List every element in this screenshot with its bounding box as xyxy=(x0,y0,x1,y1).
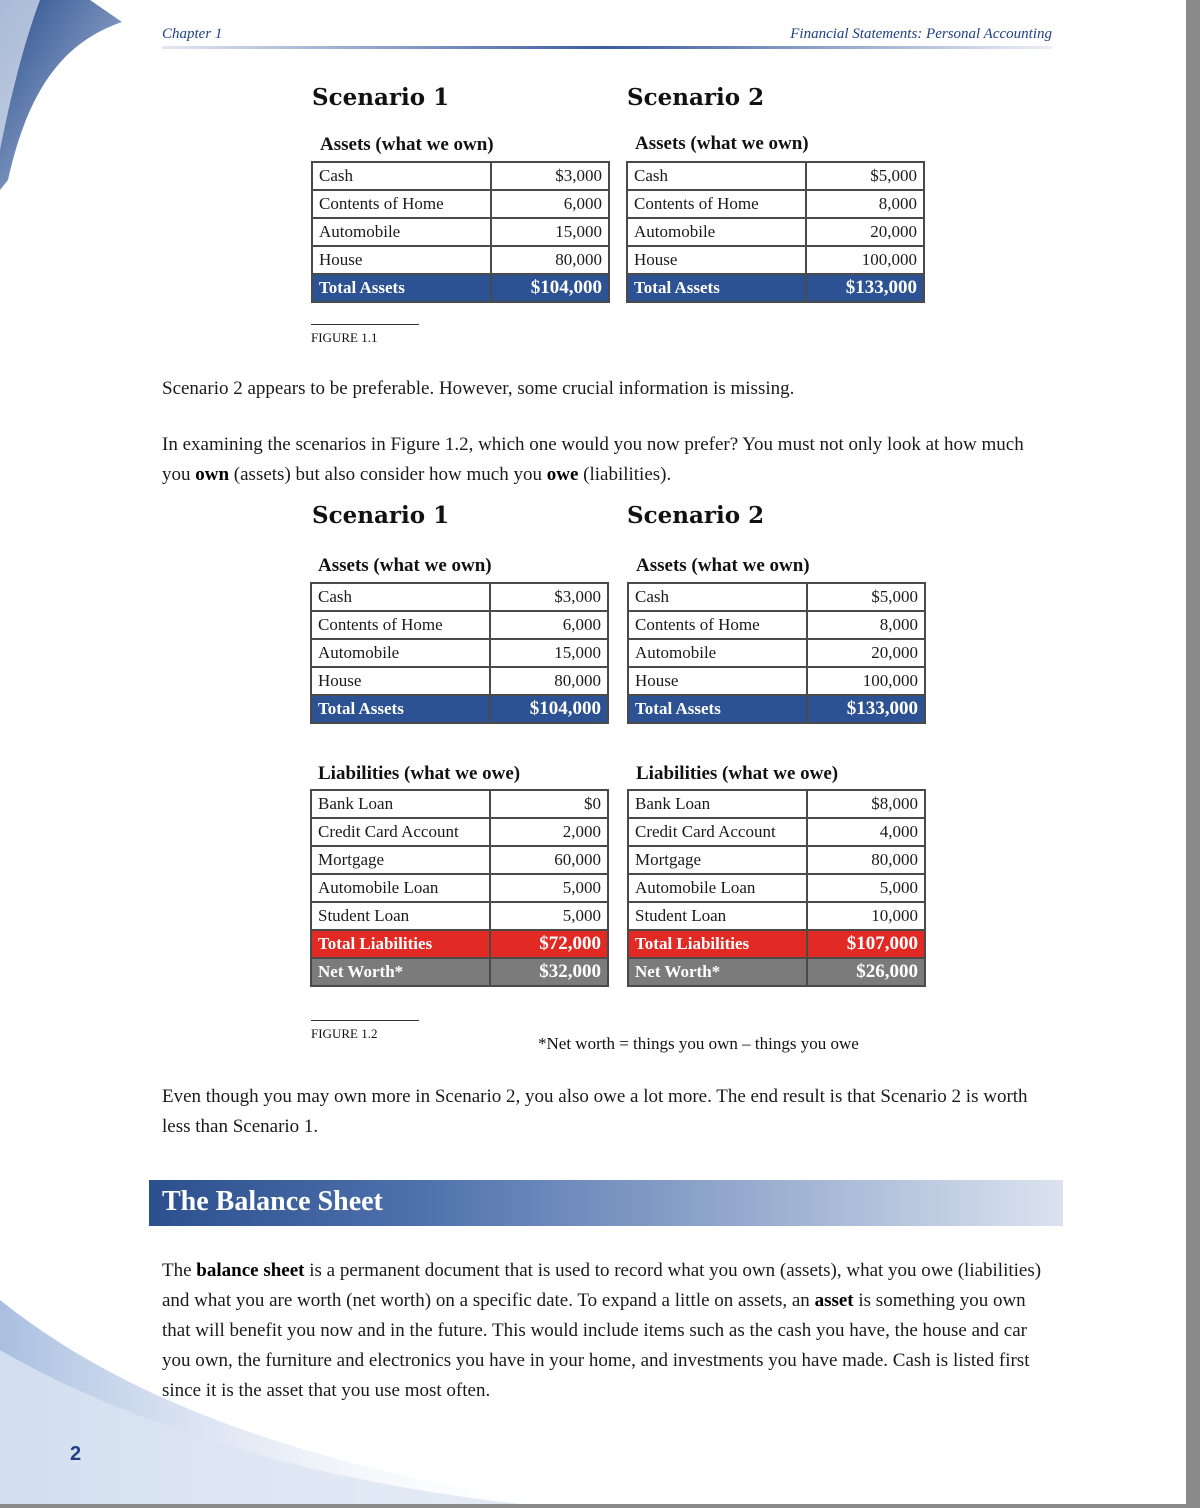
asset-label: Cash xyxy=(311,583,490,611)
net-worth-row xyxy=(628,958,925,986)
term-owe: owe xyxy=(546,464,579,485)
total-assets-value: $104,000 xyxy=(490,695,608,723)
term-own: own xyxy=(195,464,230,485)
liability-label: Credit Card Account xyxy=(628,818,807,846)
table-row xyxy=(627,162,924,190)
asset-value: 20,000 xyxy=(807,639,925,667)
asset-label: House xyxy=(627,246,806,274)
asset-value: 20,000 xyxy=(806,218,924,246)
figure2-scenario2-assets-table xyxy=(627,582,926,724)
liability-label: Automobile Loan xyxy=(628,874,807,902)
table-row xyxy=(311,818,608,846)
asset-label: Automobile xyxy=(628,639,807,667)
asset-label: Contents of Home xyxy=(628,611,807,639)
table-row xyxy=(312,246,609,274)
table-row xyxy=(311,583,608,611)
asset-value: 100,000 xyxy=(807,667,925,695)
asset-label: Cash xyxy=(627,162,806,190)
liability-label: Bank Loan xyxy=(628,790,807,818)
table-row xyxy=(627,190,924,218)
figure1-caption: FIGURE 1.1 xyxy=(311,330,378,345)
table-row xyxy=(311,874,608,902)
table-row xyxy=(628,790,925,818)
net-worth-value: $32,000 xyxy=(490,958,608,986)
term-balance-sheet: balance sheet xyxy=(196,1260,305,1281)
total-assets-value: $104,000 xyxy=(491,274,609,302)
liability-value: 5,000 xyxy=(807,874,925,902)
liability-label: Bank Loan xyxy=(311,790,490,818)
total-assets-label: Total Assets xyxy=(627,274,806,302)
table-row xyxy=(628,846,925,874)
asset-value: 80,000 xyxy=(490,667,608,695)
net-worth-label: Net Worth* xyxy=(311,958,490,986)
liability-value: 4,000 xyxy=(807,818,925,846)
figure1-scenario1-assets-label: Assets (what we own) xyxy=(320,134,494,155)
asset-label: Cash xyxy=(312,162,491,190)
paragraph-scenario-preference: Scenario 2 appears to be preferable. However, some crucial information is missing. xyxy=(162,378,795,399)
liability-value: $8,000 xyxy=(807,790,925,818)
liability-value: 2,000 xyxy=(490,818,608,846)
total-liabilities-value: $107,000 xyxy=(807,930,925,958)
asset-value: $3,000 xyxy=(491,162,609,190)
corner-swoosh-decoration xyxy=(0,0,130,190)
chapter-label: Chapter 1 xyxy=(162,26,223,42)
figure1-scenario2-title: Scenario 2 xyxy=(627,84,765,111)
total-assets-value: $133,000 xyxy=(806,274,924,302)
total-liabilities-row xyxy=(628,930,925,958)
total-assets-row xyxy=(311,695,608,723)
section-heading: The Balance Sheet xyxy=(162,1186,383,1217)
paragraph-own-owe xyxy=(162,430,1042,490)
figure1-scenario2-assets-table xyxy=(626,161,925,303)
asset-value: 8,000 xyxy=(807,611,925,639)
total-liabilities-label: Total Liabilities xyxy=(311,930,490,958)
header-rule xyxy=(162,46,1052,49)
liability-value: 5,000 xyxy=(490,874,608,902)
paragraph-text: (assets) but also consider how much you xyxy=(229,464,547,485)
asset-label: Contents of Home xyxy=(312,190,491,218)
section-heading-bar xyxy=(149,1180,1063,1226)
figure2-scenario2-assets-label: Assets (what we own) xyxy=(636,555,810,576)
figure1-scenario1-title: Scenario 1 xyxy=(312,84,450,111)
table-row xyxy=(628,667,925,695)
figure2-scenario2-title: Scenario 2 xyxy=(627,502,765,529)
total-assets-row xyxy=(628,695,925,723)
asset-value: $5,000 xyxy=(806,162,924,190)
paragraph-text: (liabilities). xyxy=(578,464,672,485)
total-liabilities-value: $72,000 xyxy=(490,930,608,958)
figure2-scenario1-liabilities-table xyxy=(310,789,609,987)
paragraph-balance-sheet xyxy=(162,1256,1042,1406)
table-row xyxy=(628,639,925,667)
liability-label: Student Loan xyxy=(311,902,490,930)
table-row xyxy=(627,246,924,274)
page-number: 2 xyxy=(70,1443,82,1465)
liability-label: Mortgage xyxy=(311,846,490,874)
asset-value: 15,000 xyxy=(491,218,609,246)
total-assets-value: $133,000 xyxy=(807,695,925,723)
table-row xyxy=(311,846,608,874)
asset-label: Contents of Home xyxy=(627,190,806,218)
table-row xyxy=(311,639,608,667)
figure2-scenario1-assets-label: Assets (what we own) xyxy=(318,555,492,576)
table-row xyxy=(628,902,925,930)
total-assets-label: Total Assets xyxy=(312,274,491,302)
figure1-scenario1-assets-table xyxy=(311,161,610,303)
table-row xyxy=(628,874,925,902)
figure2-scenario1-assets-table xyxy=(310,582,609,724)
asset-value: 6,000 xyxy=(491,190,609,218)
total-liabilities-label: Total Liabilities xyxy=(628,930,807,958)
asset-value: $5,000 xyxy=(807,583,925,611)
paragraph-text: In examining the scenarios in Figure 1.2, which one would you now prefer? You must not only look at how much you xyxy=(162,434,1024,485)
liability-value: 80,000 xyxy=(807,846,925,874)
figure2-caption-rule xyxy=(311,1020,419,1021)
table-row xyxy=(628,818,925,846)
table-row xyxy=(311,667,608,695)
total-assets-label: Total Assets xyxy=(628,695,807,723)
paragraph-text: is a permanent document that is used to record what you own (assets), what you owe (liabilities) and what you are worth (net worth) on a specific date. To expand a little on assets, an xyxy=(162,1260,1042,1311)
total-assets-row xyxy=(312,274,609,302)
table-row xyxy=(312,162,609,190)
chapter-title: Financial Statements: Personal Accounting xyxy=(790,26,1052,42)
figure2-scenario1-liabilities-label: Liabilities (what we owe) xyxy=(318,763,521,784)
net-worth-footnote: *Net worth = things you own – things you owe xyxy=(538,1034,859,1053)
figure1-scenario2-assets-label: Assets (what we own) xyxy=(635,133,809,154)
asset-value: $3,000 xyxy=(490,583,608,611)
table-row xyxy=(311,790,608,818)
liability-label: Automobile Loan xyxy=(311,874,490,902)
paragraph-scenario-conclusion: Even though you may own more in Scenario 2, you also owe a lot more. The end result is that Scenario 2 is worth less than Scenario 1. xyxy=(162,1086,1028,1137)
table-row xyxy=(312,190,609,218)
net-worth-row xyxy=(311,958,608,986)
liability-label: Mortgage xyxy=(628,846,807,874)
liability-value: 5,000 xyxy=(490,902,608,930)
liability-value: 60,000 xyxy=(490,846,608,874)
asset-label: House xyxy=(311,667,490,695)
liability-label: Credit Card Account xyxy=(311,818,490,846)
figure2-scenario2-liabilities-table xyxy=(627,789,926,987)
table-row xyxy=(627,218,924,246)
figure2-scenario2-liabilities-label: Liabilities (what we owe) xyxy=(636,763,839,784)
asset-value: 8,000 xyxy=(806,190,924,218)
net-worth-label: Net Worth* xyxy=(628,958,807,986)
liability-value: $0 xyxy=(490,790,608,818)
liability-label: Student Loan xyxy=(628,902,807,930)
page-edge-right xyxy=(1186,0,1200,1508)
table-row xyxy=(311,902,608,930)
table-row xyxy=(312,218,609,246)
figure2-scenario1-title: Scenario 1 xyxy=(312,502,450,529)
asset-value: 15,000 xyxy=(490,639,608,667)
total-liabilities-row xyxy=(311,930,608,958)
total-assets-label: Total Assets xyxy=(311,695,490,723)
asset-value: 100,000 xyxy=(806,246,924,274)
asset-label: Automobile xyxy=(312,218,491,246)
asset-label: House xyxy=(628,667,807,695)
paragraph-text: The xyxy=(162,1260,197,1281)
asset-value: 6,000 xyxy=(490,611,608,639)
figure1-caption-rule xyxy=(311,324,419,325)
asset-value: 80,000 xyxy=(491,246,609,274)
total-assets-row xyxy=(627,274,924,302)
page-edge-bottom xyxy=(0,1504,1200,1508)
table-row xyxy=(628,583,925,611)
asset-label: Automobile xyxy=(311,639,490,667)
asset-label: House xyxy=(312,246,491,274)
net-worth-value: $26,000 xyxy=(807,958,925,986)
table-row xyxy=(628,611,925,639)
asset-label: Cash xyxy=(628,583,807,611)
term-asset: asset xyxy=(814,1290,854,1311)
asset-label: Contents of Home xyxy=(311,611,490,639)
paragraph-text: is something you own that will benefit you now and in the future. This would include items such as the cash you have, the house and car you own, the furniture and electronics you have in your home, and investments you have made. Cash is listed first since it is the asset that you use most often. xyxy=(162,1290,1030,1401)
asset-label: Automobile xyxy=(627,218,806,246)
liability-value: 10,000 xyxy=(807,902,925,930)
figure2-caption: FIGURE 1.2 xyxy=(311,1026,378,1041)
table-row xyxy=(311,611,608,639)
